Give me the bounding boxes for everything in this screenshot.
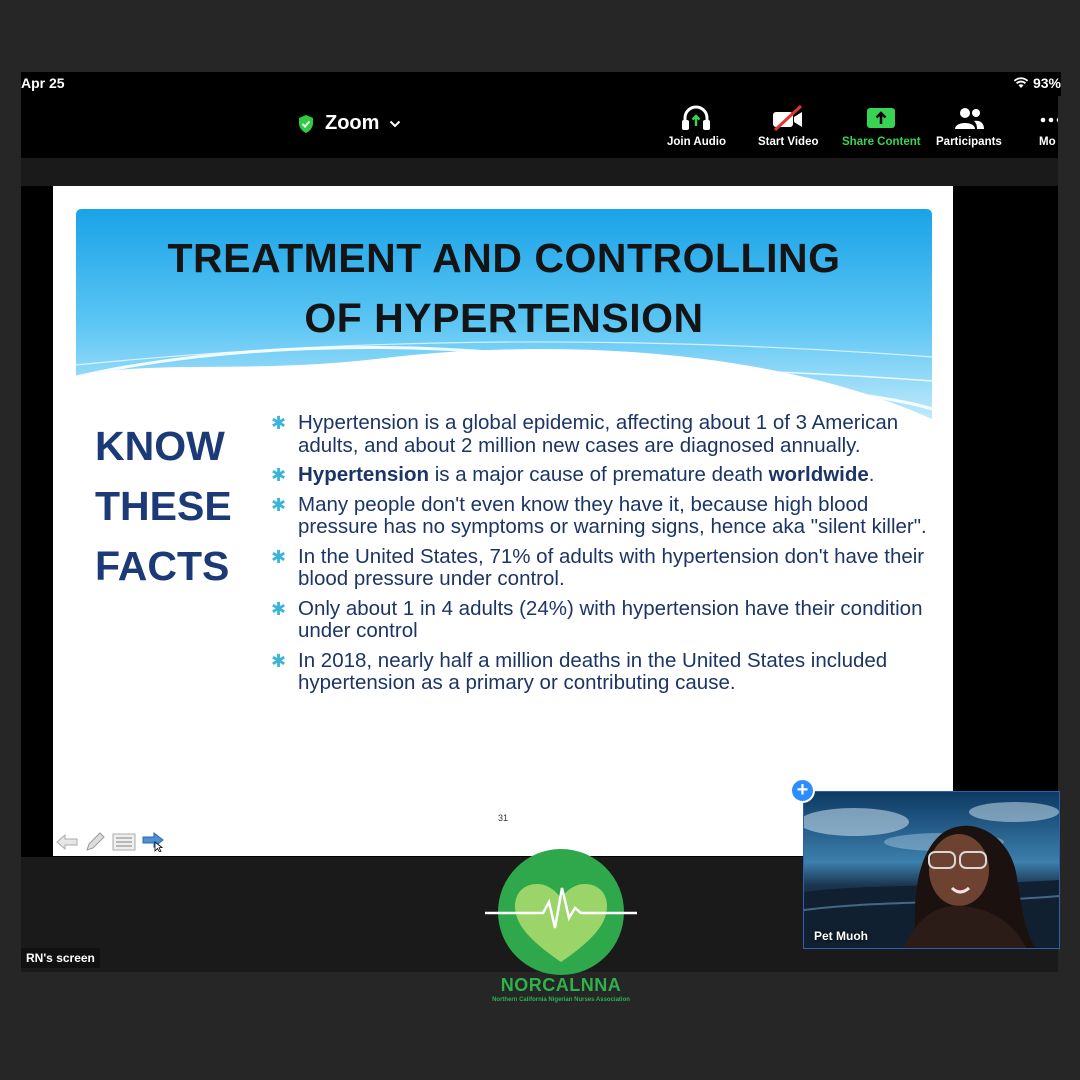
slide-title <box>76 228 932 348</box>
zoom-toolbar <box>21 96 1058 158</box>
list-item-text: In 2018, nearly half a million deaths in the United States included hypertension as a primary or contributing cause. <box>298 648 888 694</box>
battery-level: 93% <box>1032 75 1061 91</box>
list-item <box>271 464 931 487</box>
side-heading-line: FACTS <box>95 543 230 589</box>
join-audio-label: Join Audio <box>667 136 726 148</box>
headphones-icon <box>680 104 712 132</box>
list-item-bold: worldwide <box>768 463 869 486</box>
participant-video-feed <box>804 792 1059 948</box>
list-item <box>271 598 931 643</box>
side-heading-line: THESE <box>95 483 232 529</box>
participant-video-tile[interactable] <box>803 791 1060 949</box>
meeting-title: Zoom <box>325 112 380 134</box>
asterisk-bullet-icon: ✱ <box>271 650 287 671</box>
fact-list <box>271 412 931 702</box>
org-name: NORCALNNA <box>500 975 622 995</box>
start-video-label: Start Video <box>758 136 819 148</box>
share-content-label: Share Content <box>842 136 921 148</box>
participants-icon <box>952 104 986 132</box>
list-item <box>271 650 931 695</box>
side-heading <box>95 416 265 596</box>
participant-name: Pet Muoh <box>814 929 868 943</box>
share-content-button[interactable] <box>842 104 921 148</box>
slide-page-number: 31 <box>498 813 509 823</box>
list-item <box>271 412 931 457</box>
participants-button[interactable] <box>936 104 1002 148</box>
list-item-text: Many people don't even know they have it, because high blood pressure has no symptoms or warning signs, hence aka "silent killer". <box>298 492 927 538</box>
list-item <box>271 546 931 591</box>
list-item <box>271 494 931 539</box>
shield-check-icon <box>297 114 315 134</box>
join-audio-button[interactable] <box>667 104 726 148</box>
add-icon[interactable]: + <box>790 778 815 803</box>
more-dots-icon <box>1039 104 1058 132</box>
status-bar <box>21 72 1061 96</box>
meeting-title-dropdown[interactable] <box>297 112 401 135</box>
status-indicators <box>1013 75 1061 91</box>
shared-screen-label: RN's screen <box>21 948 100 968</box>
menu-icon[interactable] <box>112 833 136 851</box>
status-time: Apr 25 <box>21 75 65 91</box>
side-heading-line: KNOW <box>95 423 225 469</box>
more-label: Mo <box>1039 136 1056 148</box>
slide-title-line2: OF HYPERTENSION <box>304 295 704 341</box>
participants-label: Participants <box>936 136 1002 148</box>
asterisk-bullet-icon: ✱ <box>271 413 287 433</box>
asterisk-bullet-icon: ✱ <box>271 546 287 567</box>
slideshow-controls <box>56 831 166 853</box>
asterisk-bullet-icon: ✱ <box>271 465 287 485</box>
share-arrow-icon <box>865 104 897 132</box>
start-video-button[interactable] <box>758 104 819 148</box>
slide-title-line1: TREATMENT AND CONTROLLING <box>167 235 841 281</box>
org-fullname: Northern California Nigerian Nurses Association <box>492 997 630 1003</box>
previous-arrow-icon[interactable] <box>56 834 78 850</box>
list-item-bold: Hypertension <box>298 463 429 486</box>
video-off-icon <box>771 104 805 132</box>
shared-slide <box>53 186 953 856</box>
list-item-text: In the United States, 71% of adults with hypertension don't have their blood pressure under control. <box>298 544 925 590</box>
asterisk-bullet-icon: ✱ <box>271 598 287 619</box>
asterisk-bullet-icon: ✱ <box>271 494 287 515</box>
list-item-text: is a major cause of premature death <box>429 463 769 486</box>
pen-icon[interactable] <box>84 831 106 853</box>
chevron-down-icon <box>389 120 401 128</box>
more-button[interactable] <box>1039 104 1058 148</box>
next-arrow-icon[interactable] <box>142 832 166 852</box>
wifi-icon <box>1013 77 1029 89</box>
list-item-text: Hypertension is a global epidemic, affecting about 1 of 3 American adults, and about 2 million new cases are diagnosed annually. <box>298 411 899 457</box>
list-item-text: . <box>868 463 875 486</box>
list-item-text: Only about 1 in 4 adults (24%) with hypertension have their condition under control <box>298 596 923 642</box>
